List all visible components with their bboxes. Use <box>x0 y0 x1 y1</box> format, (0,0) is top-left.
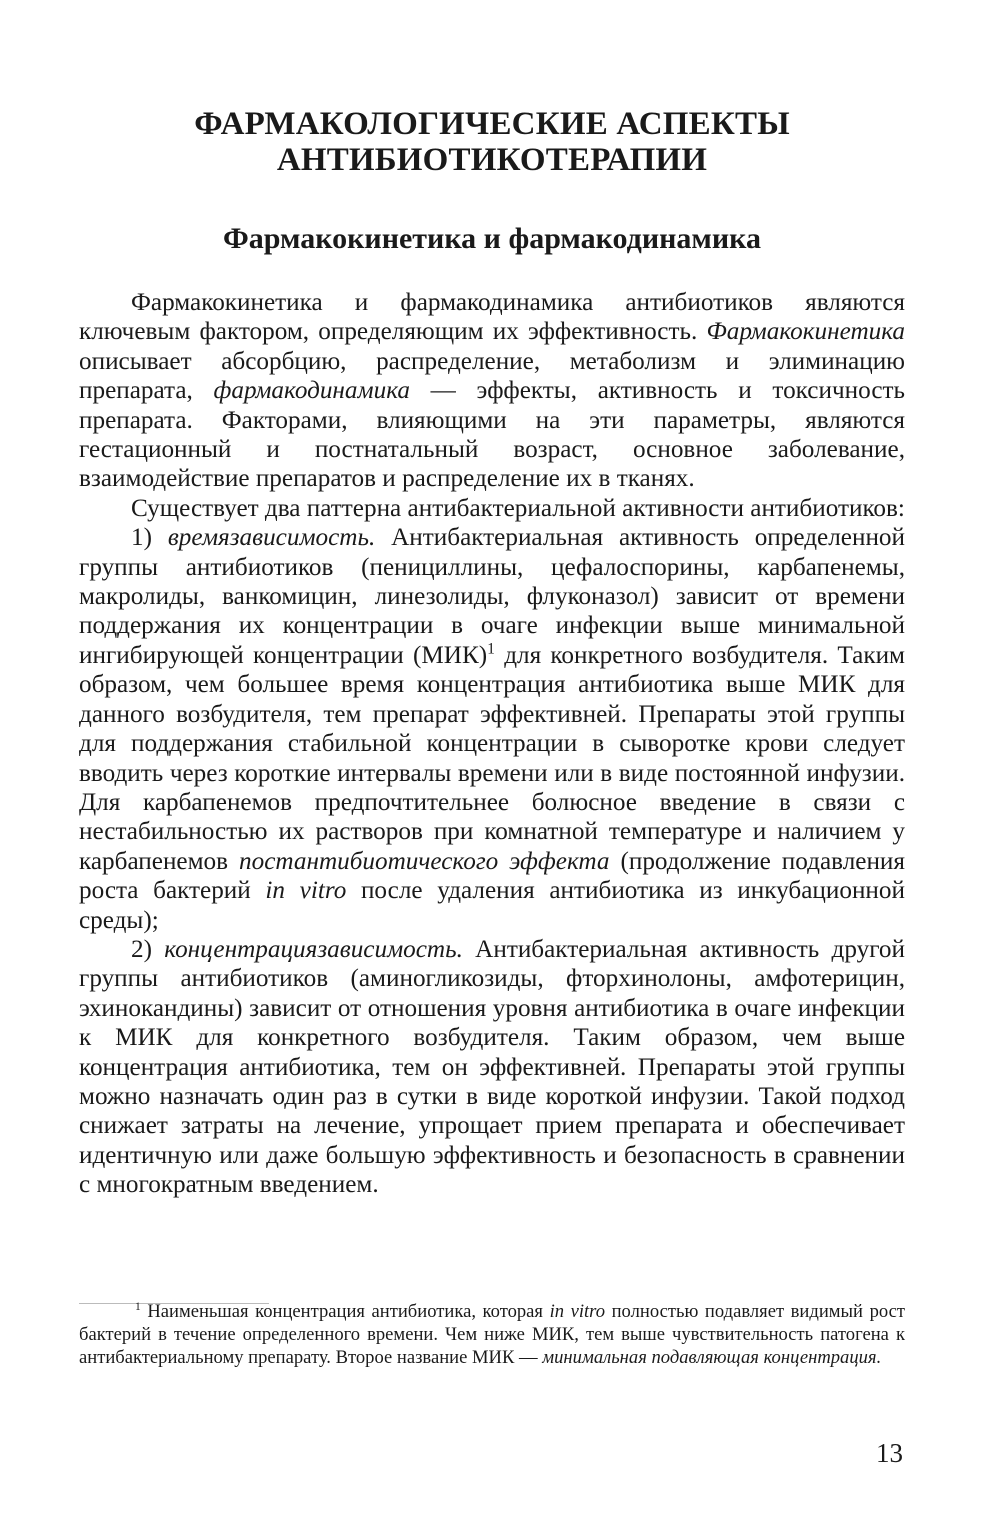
chapter-title-line2: АНТИБИОТИКОТЕРАПИИ <box>276 142 708 178</box>
page-number: 13 <box>876 1438 903 1468</box>
section-title: Фармакокинетика и фармакодинамика <box>223 222 761 255</box>
body-text <box>79 288 905 1200</box>
paragraph-concentration-dependence: 2) концентрациязависимость. Антибактериальная активность другой группы антибиотиков (аминогликозиды, фторхинолоны, амфотерицин, эхинокандины) зависит от отношения уровня антибиотика в очаге инфекции к МИК для конкретного возбудителя. Таким образом, чем выше концентрация антибиотика, тем он эффективней. Препараты этой группы можно назначать один раз в сутки в виде короткой инфузии. Такой подход снижает затраты на лечение, упрощает прием препарата и обеспечивает идентичную или даже большую эффективность и безопасность в сравнении с многократным введением. <box>79 935 905 1199</box>
paragraph-pk-pd: Фармакокинетика и фармакодинамика антибиотиков являются ключевым фактором, определяющим их эффективность. Фармакокинетика описывает абсорбцию, распределение, метаболизм и элиминацию препарата, фармакодинамика — эффекты, активность и токсичность препарата. Факторами, влияющими на эти параметры, являются гестационный и постнатальный возраст, основное заболевание, взаимодействие препаратов и распределение их в тканях. <box>79 289 905 493</box>
footnote-marker: 1 <box>135 1300 141 1313</box>
paragraph-patterns-intro: Существует два паттерна антибактериальной активности антибиотиков: <box>131 494 905 522</box>
chapter-title-line1: ФАРМАКОЛОГИЧЕСКИЕ АСПЕКТЫ <box>194 106 790 142</box>
chapter-title <box>79 106 905 178</box>
book-page <box>79 0 905 1523</box>
footnote: $^1$ Наименьшая концентрация антибиотика, которая in vitro полностью подавляет видимый рост бактерий в течение определенного времени. Чем ниже МИК, тем выше чувствительность патогена к антибактериальному препарату. Второе название МИК — минимальная подавляющая концентрация. <box>79 1300 906 1368</box>
footnote-ref: 1 <box>487 640 495 658</box>
paragraph-time-dependence: 1) времязависимость. Антибактериальная активность определенной группы антибиотиков (пенициллины, цефалоспорины, карбапенемы, макролиды, ванкомицин, линезолиды, флуконазол) зависит от времени поддержания их концентрации в очаге инфекции выше минимальной ингибирующей концентрации (МИК)$^1$ для конкретного возбудителя. Таким образом, чем большее время концентрация антибиотика выше МИК для данного возбудителя, тем препарат эффективней. Препараты этой группы для поддержания стабильной концентрации в сыворотке крови следует вводить через короткие интервалы времени или в виде постоянной инфузии. Для карбапенемов предпочтительнее болюсное введение в связи с нестабильностью их растворов при комнатной температуре и наличием у карбапенемов постантибиотического эффекта (продолжение подавления роста бактерий in vitro после удаления антибиотика из инкубационной среды); <box>79 524 905 934</box>
